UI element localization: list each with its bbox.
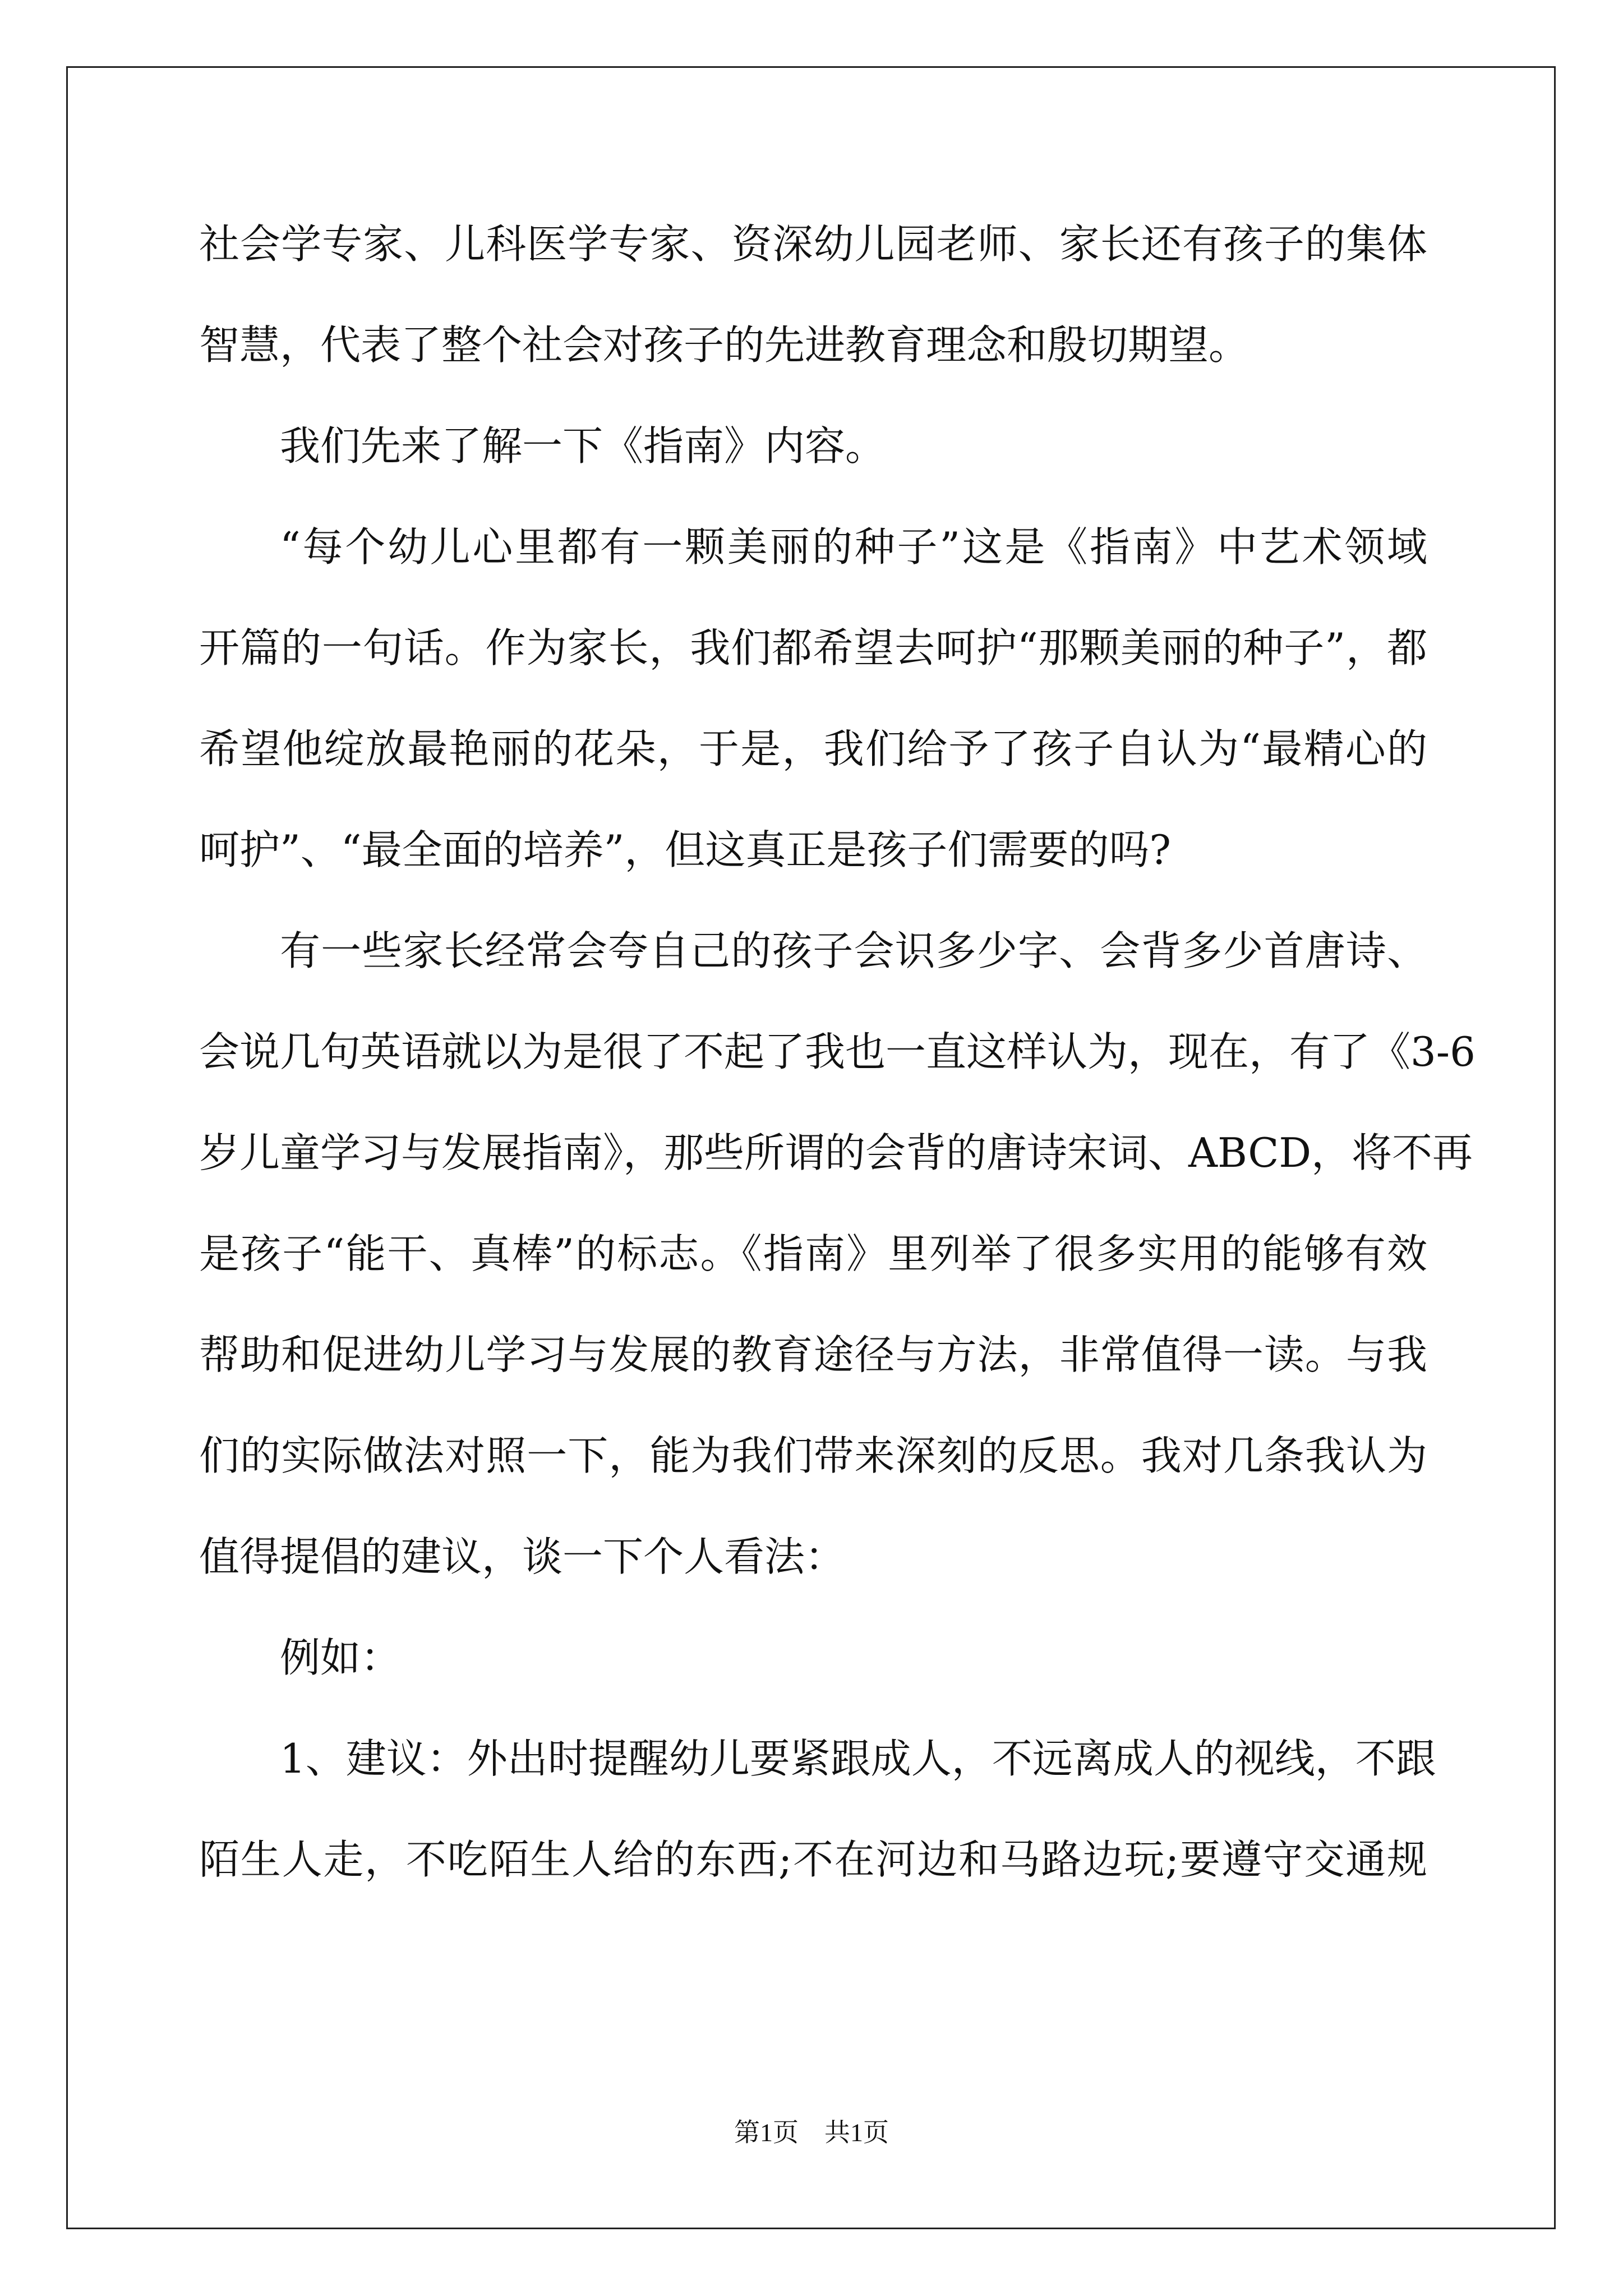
page-number: 第1页 [734,2118,799,2147]
paragraph-first-line: “每个幼儿心里都有一颗美丽的种子”这是《指南》中艺术领域 [280,523,1427,570]
text-line: 希望他绽放最艳丽的花朵，于是，我们给予了孩子自认为“最精心的 [199,725,1427,772]
page-footer [0,2116,1623,2150]
text-line: 社会学专家、儿科医学专家、资深幼儿园老师、家长还有孩子的集体 [199,220,1427,268]
text-line: 们的实际做法对照一下，能为我们带来深刻的反思。我对几条我认为 [199,1432,1427,1479]
paragraph-first-line: 有一些家长经常会夸自己的孩子会识多少字、会背多少首唐诗、 [280,927,1427,974]
text-line: 陌生人走，不吃陌生人给的东西;不在河边和马路边玩;要遵守交通规 [199,1836,1427,1883]
text-line: 智慧，代表了整个社会对孩子的先进教育理念和殷切期望。 [199,321,1249,369]
text-line: 会说几句英语就以为是很了不起了我也一直这样认为，现在，有了《3-6 [199,1028,1476,1075]
page-total: 共1页 [824,2118,889,2147]
text-line: 岁儿童学习与发展指南》，那些所谓的会背的唐诗宋词、ABCD，将不再 [199,1129,1473,1176]
text-line: 值得提倡的建议，谈一下个人看法： [199,1533,846,1580]
text-line: 是孩子“能干、真棒”的标志。《指南》里列举了很多实用的能够有效 [199,1230,1427,1277]
text-line: 帮助和促进幼儿学习与发展的教育途径与方法，非常值得一读。与我 [199,1331,1427,1378]
paragraph-first-line: 1、建议：外出时提醒幼儿要紧跟成人，不远离成人的视线，不跟 [280,1735,1436,1782]
text-line: 开篇的一句话。作为家长，我们都希望去呵护“那颗美丽的种子”，都 [199,624,1427,671]
paragraph-first-line: 我们先来了解一下《指南》内容。 [280,422,886,470]
paragraph-first-line: 例如： [280,1634,402,1681]
text-line: 呵护”、“最全面的培养”，但这真正是孩子们需要的吗? [199,826,1172,873]
